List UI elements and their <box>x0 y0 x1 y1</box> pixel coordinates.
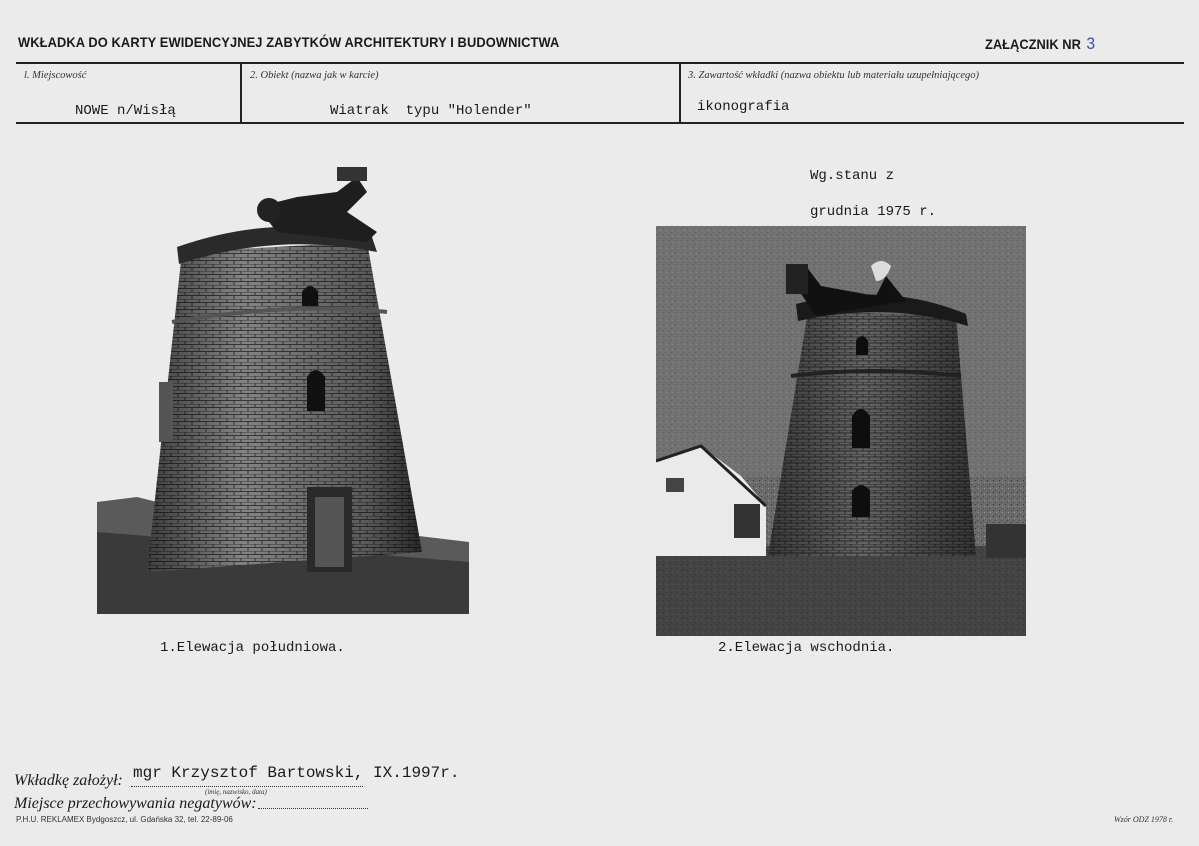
locality-label: l. Miejscowość <box>24 70 87 81</box>
column-divider-1 <box>240 62 242 123</box>
photo-caption-east: 2.Elewacja wschodnia. <box>718 640 895 656</box>
object-value: Wiatrak typu "Holender" <box>330 103 532 119</box>
object-label: 2. Obiekt (nazwa jak w karcie) <box>250 70 379 81</box>
storage-dotted-line <box>258 808 368 809</box>
storage-label: Miejsce przechowywania negatywów: <box>14 795 257 812</box>
printer-imprint: P.H.U. REKLAMEX Bydgoszcz, ul. Gdańska 32, tel. 22-89-06 <box>16 815 233 824</box>
form-title: WKŁADKA DO KARTY EWIDENCYJNEJ ZABYTKÓW ARCHITEKTURY I BUDOWNICTWA <box>18 34 560 50</box>
photo-caption-south: 1.Elewacja południowa. <box>160 640 345 656</box>
annex-number: 3 <box>1086 34 1096 53</box>
created-by-dotted-line <box>131 786 363 787</box>
created-by-value: mgr Krzysztof Bartowski, IX.1997r. <box>133 764 460 782</box>
contents-label: 3. Zawartość wkładki (nazwa obiektu lub materiału uzupełniającego) <box>688 70 980 81</box>
header-top-rule <box>16 62 1184 64</box>
column-divider-2 <box>679 62 681 123</box>
header-bottom-rule <box>16 122 1184 124</box>
locality-value: NOWE n/Wisłą <box>75 103 176 119</box>
form-code: Wzór ODZ 1978 r. <box>1114 815 1174 824</box>
state-note-line2: grudnia 1975 r. <box>810 204 937 220</box>
state-note-line1: Wg.stanu z <box>810 168 895 184</box>
windmill-photo-south <box>97 152 469 614</box>
annex-label <box>985 34 1095 54</box>
contents-value: ikonografia <box>697 99 790 115</box>
created-by-label: Wkładkę założył: <box>14 772 123 789</box>
annex-label-text: ZAŁĄCZNIK NR <box>985 36 1081 52</box>
created-by-hint: (imię, nazwisko, data) <box>205 788 267 796</box>
windmill-photo-east <box>656 226 1026 636</box>
